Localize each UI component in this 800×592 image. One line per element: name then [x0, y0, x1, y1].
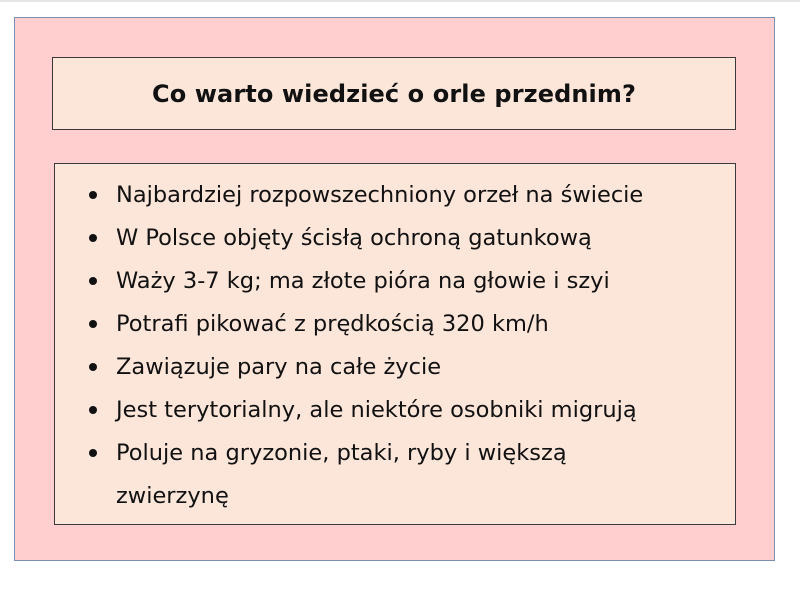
bullet-icon: [89, 320, 97, 328]
list-item: [85, 303, 725, 346]
list-item-text: Zawiązuje pary na całe życie: [116, 354, 442, 380]
list-item-text: W Polsce objęty ścisłą ochroną gatunkową: [116, 225, 592, 251]
bullet-icon: [89, 277, 97, 285]
list-item-text: Jest terytorialny, ale niektóre osobniki migrują: [116, 397, 637, 423]
bullet-icon: [89, 363, 97, 371]
bullet-icon: [89, 449, 97, 457]
bullet-icon: [89, 191, 97, 199]
list-item: [85, 346, 725, 389]
title-box: [52, 57, 736, 130]
list-item: [85, 174, 725, 217]
list-item-text: Najbardziej rozpowszechniony orzeł na świecie: [116, 182, 644, 208]
bullet-icon: [89, 406, 97, 414]
list-item: [85, 217, 725, 260]
list-item-text: Waży 3-7 kg; ma złote pióra na głowie i szyi: [116, 268, 610, 294]
list-item: [85, 260, 725, 303]
list-item: [85, 389, 725, 432]
bullet-icon: [89, 234, 97, 242]
list-item-text: Poluje na gryzonie, ptaki, ryby i większą zwierzynę: [116, 440, 567, 509]
bullet-list-box: [54, 163, 736, 525]
bullet-list: [85, 174, 725, 518]
list-item-text: Potrafi pikować z prędkością 320 km/h: [116, 311, 549, 337]
slide-title: Co warto wiedzieć o orle przednim?: [152, 79, 636, 108]
list-item: [85, 432, 676, 518]
top-divider: [0, 0, 800, 2]
